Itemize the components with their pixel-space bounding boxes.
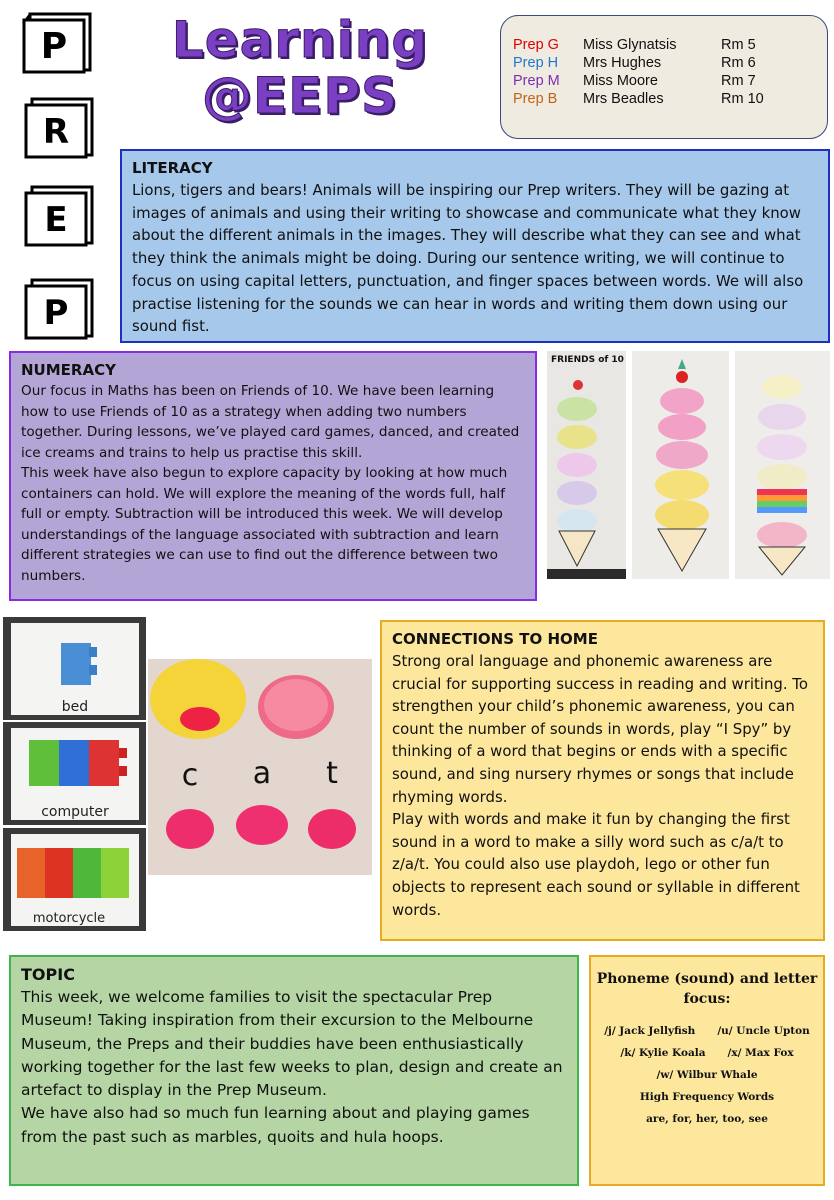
connections-heading: CONNECTIONS TO HOME — [392, 630, 598, 648]
teacher-name: Mrs Beadles — [583, 91, 664, 107]
title-line-2: @EEPS — [202, 67, 398, 125]
svg-text:c: c — [181, 758, 199, 793]
phoneme-sound: /w/ Wilbur Whale — [656, 1069, 758, 1081]
lego-card-computer — [3, 722, 146, 825]
literacy-section — [120, 149, 830, 343]
letter-block-p2 — [22, 278, 96, 340]
staff-row — [513, 54, 815, 72]
phoneme-title: Phoneme (sound) and letter focus: — [596, 971, 818, 1007]
room-number: Rm 7 — [721, 73, 756, 89]
svg-text:computer: computer — [41, 804, 109, 820]
title-line-1: Learning — [171, 11, 429, 69]
phoneme-row-1 — [591, 1025, 823, 1037]
literacy-heading: LITERACY — [132, 159, 213, 177]
staff-box — [500, 15, 828, 139]
svg-text:P: P — [40, 26, 68, 67]
class-name: Prep B — [513, 91, 558, 107]
ice-cream-photo-2 — [632, 351, 729, 579]
lego-card-motorcycle — [3, 828, 146, 931]
phoneme-section — [589, 955, 825, 1186]
connections-para-1: Strong oral language and phonemic awareness are crucial for supporting success in reading and writing. To strengthen your child’s phonemic awareness, you can count the number of sounds in words, play “I Spy” by thinking of a word that begins or ends with a specific sound, and sing nursery rhymes or songs that include rhyming words. — [392, 652, 808, 806]
svg-text:bed: bed — [61, 699, 89, 715]
teacher-name: Miss Glynatsis — [583, 37, 677, 53]
phoneme-row-2 — [591, 1047, 823, 1059]
phoneme-sound: /u/ Uncle Upton — [717, 1025, 810, 1037]
staff-row — [513, 36, 815, 54]
connections-para-2: Play with words and make it fun by changing the first sound in a word to make a silly word such as c/a/t to z/a/t. You could also use playdoh, lego or other fun objects to represent each sound or syllable in different words. — [392, 810, 800, 919]
teacher-name: Mrs Hughes — [583, 55, 662, 71]
class-name: Prep M — [513, 73, 560, 89]
topic-para-1: This week, we welcome families to visit the spectacular Prep Museum! Taking inspiration from their excursion to the Melbourne Museum, the Preps and their buddies have been enthusiastically working together for the last few weeks to plan, design and create an artefact to display in the Prep Museum. — [21, 988, 563, 1100]
literacy-body: Lions, tigers and bears! Animals will be inspiring our Prep writers. They will be gazing at images of animals and using their writing to showcase and communicate what they know about the different animals in the images. They will describe what they can see and what they think the animals might be doing. During our sentence writing, we will continue to focus on using capital letters, punctuation, and finger spaces between words. We will also practise listening for the sounds we can hear in words and writing them down using our sound fist. — [132, 181, 804, 336]
class-name: Prep G — [513, 37, 559, 53]
lego-card-bed — [3, 617, 146, 720]
teacher-name: Miss Moore — [583, 73, 658, 89]
numeracy-para-1: Our focus in Maths has been on Friends of 10. We have been learning how to use Friends of 10 as a strategy when adding two numbers together. During lessons, we’ve played card games, danced, and created ice creams and trains to help us practise this skill. — [21, 383, 520, 461]
playdoh-cat-photo — [148, 659, 372, 875]
room-number: Rm 10 — [721, 91, 764, 107]
numeracy-heading: NUMERACY — [21, 361, 116, 379]
room-number: Rm 5 — [721, 37, 756, 53]
ice-cream-photo-3 — [735, 351, 830, 579]
staff-row — [513, 90, 815, 108]
svg-text:R: R — [42, 112, 70, 152]
letter-block-e — [22, 185, 96, 247]
topic-section — [9, 955, 579, 1186]
class-name: Prep H — [513, 55, 559, 71]
room-number: Rm 6 — [721, 55, 756, 71]
hf-heading: High Frequency Words — [639, 1091, 775, 1103]
staff-row — [513, 72, 815, 90]
letter-block-p — [20, 12, 94, 74]
phoneme-sound: /x/ Max Fox — [727, 1047, 794, 1059]
topic-para-2: We have also had so much fun learning about and playing games from the past such as marbles, quoits and hula hoops. — [21, 1104, 530, 1146]
numeracy-section — [9, 351, 537, 601]
svg-text:E: E — [44, 200, 68, 240]
phoneme-sound: /j/ Jack Jellyfish — [604, 1025, 696, 1037]
letter-block-r — [22, 97, 96, 159]
hf-words: are, for, her, too, see — [646, 1113, 768, 1125]
phoneme-sound: /k/ Kylie Koala — [620, 1047, 706, 1059]
connections-section — [380, 620, 825, 941]
ice-cream-photo-1 — [547, 351, 626, 579]
page-title — [150, 12, 450, 124]
svg-text:P: P — [43, 293, 69, 333]
topic-heading: TOPIC — [21, 965, 75, 984]
svg-text:t: t — [326, 756, 338, 791]
svg-text:FRIENDS of 10: FRIENDS of 10 — [551, 355, 624, 365]
svg-text:motorcycle: motorcycle — [32, 911, 106, 926]
svg-text:a: a — [252, 756, 272, 791]
numeracy-para-2: This week have also begun to explore capacity by looking at how much containers can hold. We will explore the meaning of the words full, half full or empty. Subtraction will be introduced this week. We will develop understandings of the language associated with subtraction and learn different strategies we can use to find out the difference between two numbers. — [21, 465, 508, 584]
